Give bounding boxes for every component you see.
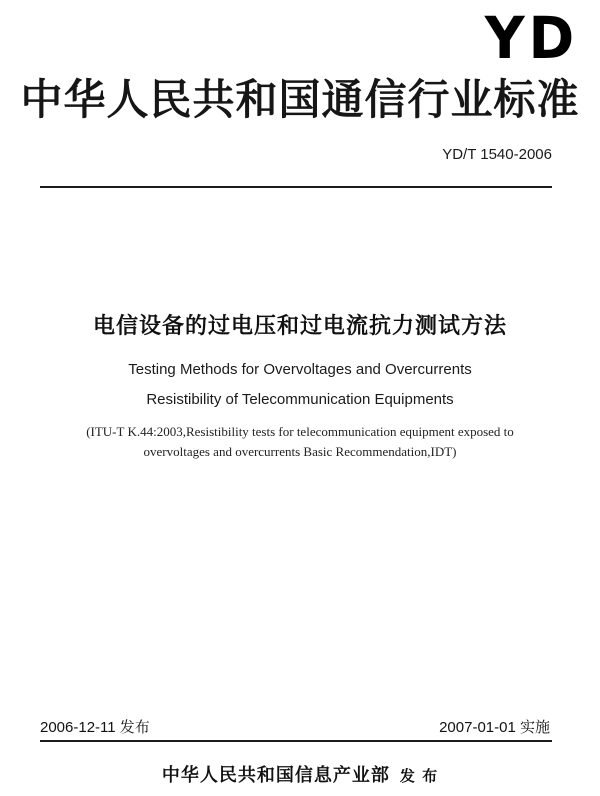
reference-standard-line2: overvoltages and overcurrents Basic Recommendation,IDT) xyxy=(143,444,457,459)
issuing-authority xyxy=(0,764,600,788)
footer-divider xyxy=(40,740,552,742)
header-divider xyxy=(40,186,552,188)
document-title-english-line2: Resistibility of Telecommunication Equipments xyxy=(146,391,454,408)
reference-standard-line1: (ITU-T K.44:2003,Resistibility tests for telecommunication equipment exposed to xyxy=(86,424,514,439)
standard-category-title: 中华人民共和国通信行业标准 xyxy=(20,75,580,124)
document-title-chinese: 电信设备的过电压和过电流抗力测试方法 xyxy=(92,314,507,339)
issue-date: 2006-12-11 发布 xyxy=(40,719,150,736)
issuer-suffix: 发 布 xyxy=(399,767,439,785)
document-title-english-line1: Testing Methods for Overvoltages and Overcurrents xyxy=(128,361,472,378)
implementation-date: 2007-01-01 实施 xyxy=(439,719,550,736)
standard-number: YD/T 1540-2006 xyxy=(442,146,552,163)
issuer-name: 中华人民共和国信息产业部 xyxy=(161,765,390,786)
yd-logo: YD xyxy=(484,4,578,72)
